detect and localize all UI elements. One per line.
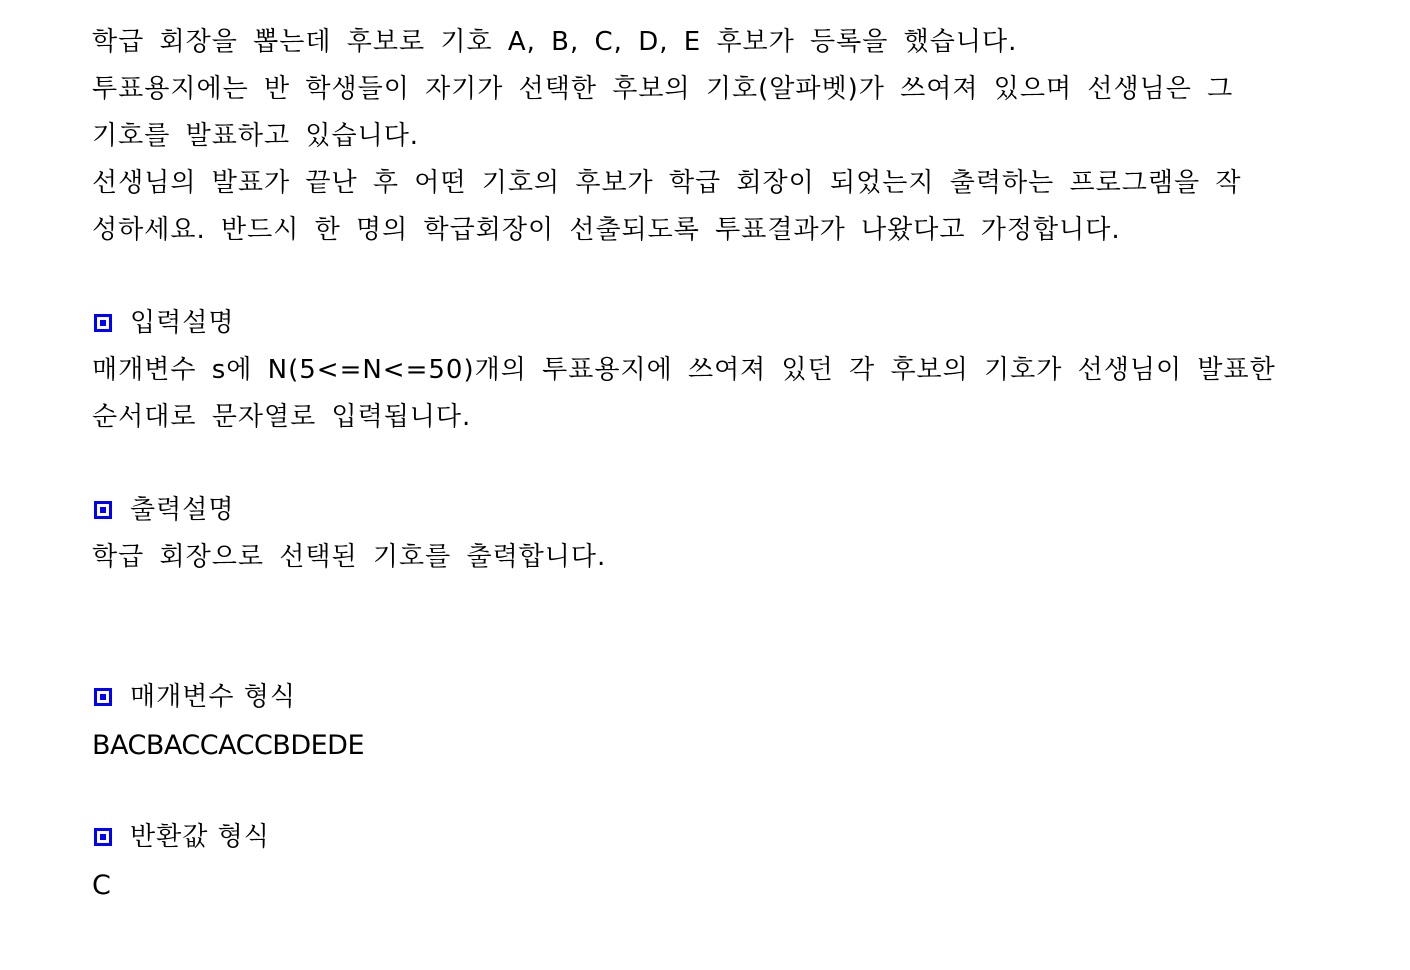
return-example-value: C <box>92 870 111 901</box>
input-line-1: 매개변수 s에 N(5<=N<=50)개의 투표용지에 쓰여져 있던 각 후보의 기호가 선생님이 발표한 <box>92 355 1276 385</box>
square-bullet-icon <box>94 501 112 519</box>
square-bullet-icon <box>94 828 112 846</box>
output-section-body <box>92 534 1368 581</box>
intro-line-3: 기호를 발표하고 있습니다. <box>92 121 420 151</box>
return-section-heading <box>92 817 270 857</box>
square-bullet-icon <box>94 314 112 332</box>
intro-paragraph <box>92 19 1368 254</box>
intro-line-1: 학급 회장을 뽑는데 후보로 기호 A, B, C, D, E 후보가 등록을 했습니다. <box>92 27 1018 57</box>
param-section-heading <box>92 677 296 717</box>
param-section-title: 매개변수 형식 <box>130 682 296 712</box>
intro-line-4: 선생님의 발표가 끝난 후 어떤 기호의 후보가 학급 회장이 되었는지 출력하는 프로그램을 작 <box>92 168 1242 198</box>
return-section-title: 반환값 형식 <box>130 822 270 852</box>
output-line-1: 학급 회장으로 선택된 기호를 출력합니다. <box>92 542 607 572</box>
intro-line-5: 성하세요. 반드시 한 명의 학급회장이 선출되도록 투표결과가 나왔다고 가정합니다. <box>92 215 1121 245</box>
input-section-body <box>92 347 1368 441</box>
square-bullet-icon <box>94 688 112 706</box>
input-section-heading <box>92 303 234 343</box>
input-section-title: 입력설명 <box>130 308 235 338</box>
output-section-title: 출력설명 <box>130 495 235 525</box>
output-section-heading <box>92 490 234 530</box>
intro-line-2: 투표용지에는 반 학생들이 자기가 선택한 후보의 기호(알파벳)가 쓰여져 있으며 선생님은 그 <box>92 74 1234 104</box>
param-example-value: BACBACCACCBDEDE <box>92 730 365 761</box>
input-line-2: 순서대로 문자열로 입력됩니다. <box>92 402 472 432</box>
